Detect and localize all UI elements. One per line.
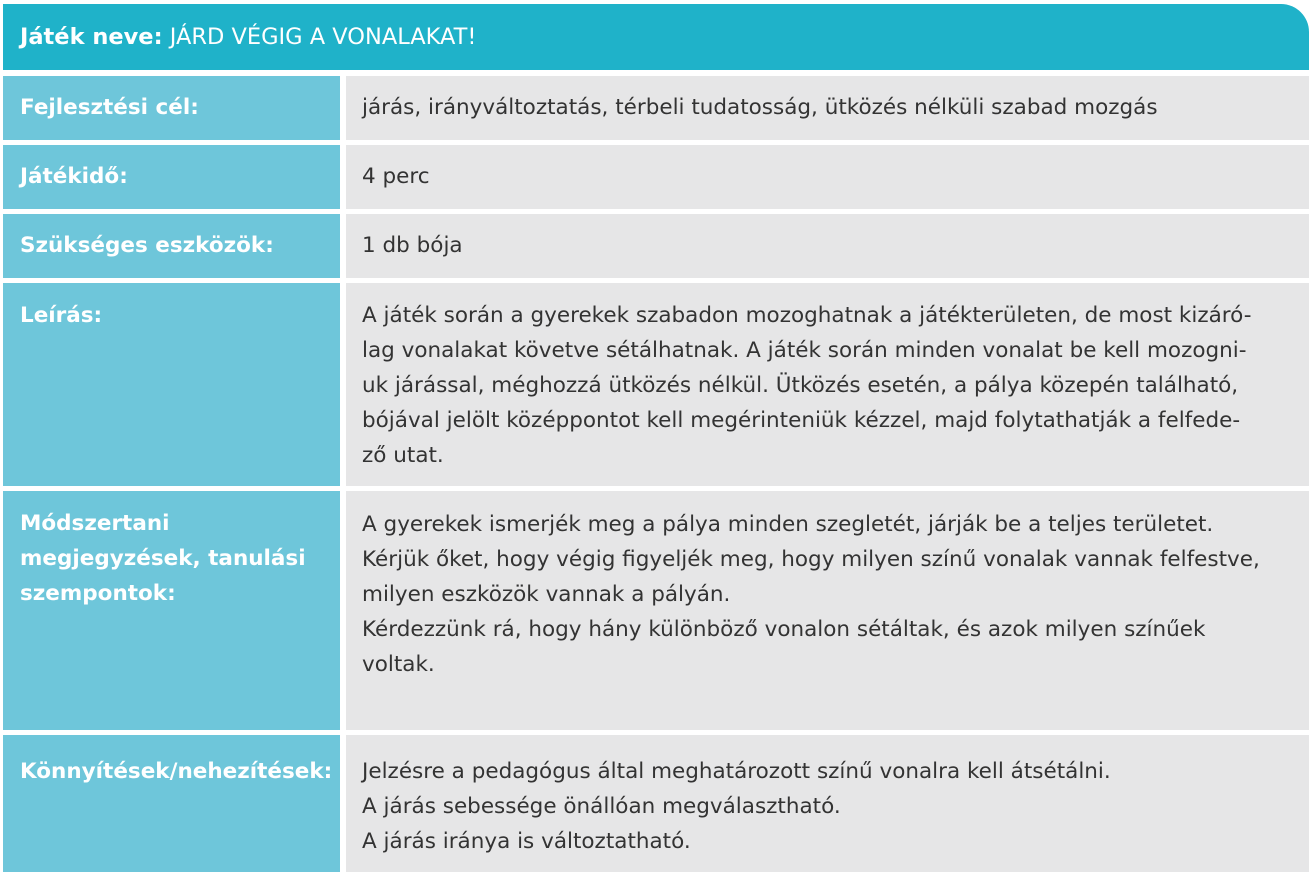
- game-name-value: JÁRD VÉGIG A VONALAKAT!: [169, 24, 477, 50]
- game-name-label: Játék neve:: [20, 24, 163, 50]
- development-goal-value: [346, 76, 1309, 140]
- row-methodological-notes: [3, 491, 1309, 730]
- text-line: Kérjük őket, hogy végig figyeljék meg, hogy milyen színű vonalak vannak felfestve,: [362, 547, 1260, 572]
- text-line: milyen eszközök vannak a pályán.: [362, 582, 731, 607]
- adjustments-label: Könnyítések/nehezítések:: [3, 735, 340, 872]
- required-equipment-label: Szükséges eszközök:: [3, 214, 340, 278]
- row-development-goal: [3, 76, 1309, 140]
- label-line: Módszertani: [20, 511, 170, 536]
- game-card: [3, 4, 1309, 872]
- game-time-label: Játékidő:: [3, 145, 340, 209]
- text-line: uk járással, méghozzá ütközés nélkül. Ütközés esetén, a pálya közepén található,: [362, 373, 1239, 398]
- methodological-notes-value: [346, 491, 1309, 730]
- methodological-notes-label: [3, 491, 340, 730]
- text-line: 1 db bója: [362, 233, 463, 258]
- label-line: szempontok:: [20, 581, 176, 606]
- text-line: ző utat.: [362, 443, 444, 468]
- adjustments-value: [346, 735, 1309, 872]
- text-line: A járás sebessége önállóan megválasztható.: [362, 794, 841, 819]
- game-title-header: [3, 4, 1309, 70]
- text-line: A járás iránya is változtatható.: [362, 829, 691, 854]
- text-line: A gyerekek ismerjék meg a pálya minden szegletét, járják be a teljes területet.: [362, 512, 1214, 537]
- row-description: [3, 283, 1309, 486]
- row-adjustments: [3, 735, 1309, 872]
- description-value: [346, 283, 1309, 486]
- label-line: megjegyzések, tanulási: [20, 546, 306, 571]
- text-line: voltak.: [362, 652, 435, 677]
- row-game-time: [3, 145, 1309, 209]
- text-line: Jelzésre a pedagógus által meghatározott színű vonalra kell átsétálni.: [362, 759, 1111, 784]
- text-line: A játék során a gyerekek szabadon mozoghatnak a játékterületen, de most kizáró-: [362, 303, 1252, 328]
- game-time-value: [346, 145, 1309, 209]
- text-line: 4 perc: [362, 164, 430, 189]
- required-equipment-value: [346, 214, 1309, 278]
- text-line: járás, irányváltoztatás, térbeli tudatosság, ütközés nélküli szabad mozgás: [362, 95, 1158, 120]
- text-line: bójával jelölt középpontot kell megérinteniük kézzel, majd folytathatják a felfede-: [362, 408, 1241, 433]
- row-required-equipment: [3, 214, 1309, 278]
- text-line: Kérdezzünk rá, hogy hány különböző vonalon sétáltak, és azok milyen színűek: [362, 617, 1206, 642]
- text-line: lag vonalakat követve sétálhatnak. A játék során minden vonalat be kell mozogni-: [362, 338, 1247, 363]
- description-label: Leírás:: [3, 283, 340, 486]
- development-goal-label: Fejlesztési cél:: [3, 76, 340, 140]
